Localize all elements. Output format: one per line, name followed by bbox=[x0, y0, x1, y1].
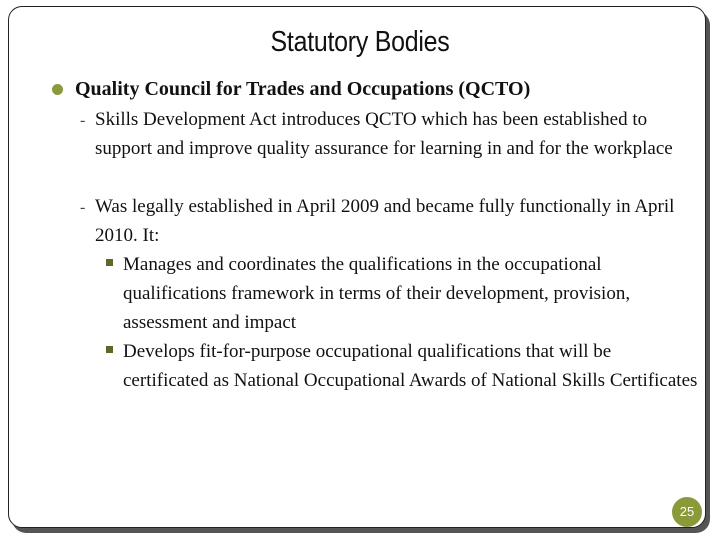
dash-marker-icon: - bbox=[80, 199, 86, 216]
point-skills-act: Skills Development Act introduces QCTO which has been established to support and improve quality assurance for learning in and for the workplace bbox=[95, 109, 673, 159]
subpoint-develops: Develops fit-for-purpose occupational qualifications that will be certificated as National Occupational Awards of National Skills Certificates bbox=[123, 341, 698, 391]
point-legally-established: Was legally established in April 2009 and became fully functionally in April 2010. It: bbox=[95, 196, 675, 246]
round-bullet-icon bbox=[52, 84, 63, 95]
page-number-badge: 25 bbox=[672, 497, 702, 527]
dash-marker-icon: - bbox=[80, 112, 86, 129]
slide-title: Statutory Bodies bbox=[270, 26, 450, 58]
subpoint-manages: Manages and coordinates the qualifications in the occupational qualifications framework in terms of their development, provision, assessment and impact bbox=[123, 254, 631, 333]
main-heading: Quality Council for Trades and Occupations (QCTO) bbox=[75, 78, 531, 100]
square-bullet-icon bbox=[106, 346, 113, 353]
square-bullet-icon bbox=[106, 259, 113, 266]
